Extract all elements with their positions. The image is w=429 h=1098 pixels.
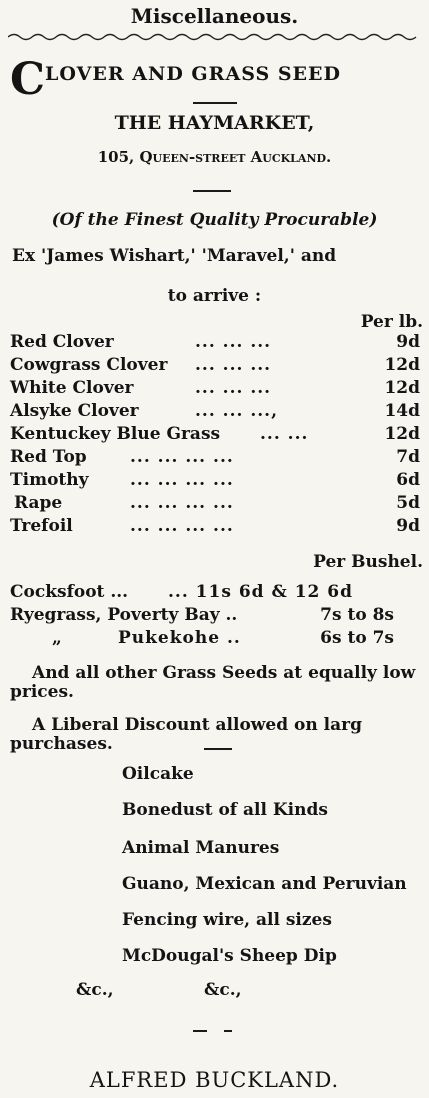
goods-item: Bonedust of all Kinds — [122, 800, 328, 820]
signature: ALFRED BUCKLAND. — [89, 1068, 340, 1092]
short-rule — [224, 1030, 232, 1032]
price-row: Red Top ... ... ... ... 7d — [10, 447, 420, 467]
price-row: Timothy ... ... ... ... 6d — [10, 470, 420, 490]
price-row: Alsyke Clover ... ... ..., 14d — [10, 401, 420, 421]
etc-left: &c., — [76, 980, 114, 1000]
store-address: 105, Queen-street Auckland. — [97, 148, 332, 166]
price-row: White Clover ... ... ... 12d — [10, 378, 420, 398]
goods-item: McDougal's Sheep Dip — [122, 946, 337, 966]
price-row: Red Clover ... ... ... 9d — [10, 332, 420, 352]
ships-line: Ex 'James Wishart,' 'Maravel,' and — [12, 246, 337, 266]
price-row: Cocksfoot ... ... 11s 6d & 12 6d — [10, 582, 354, 602]
paragraph-grass-seeds: And all other Grass Seeds at equally low prices. — [10, 663, 416, 702]
quality-note: (Of the Finest Quality Procurable) — [51, 210, 378, 230]
short-rule — [193, 102, 237, 104]
section-title: Miscellaneous. — [130, 4, 299, 28]
per-lb-header: Per lb. — [360, 312, 423, 332]
to-arrive: to arrive : — [167, 286, 262, 306]
goods-item: Fencing wire, all sizes — [122, 910, 332, 930]
price-row: Kentuckey Blue Grass ... ... 12d — [10, 424, 420, 444]
heading-initial: C — [10, 54, 46, 105]
per-bushel-header: Per Bushel. — [313, 552, 423, 572]
short-rule — [193, 190, 231, 192]
price-row: „ Pukekohe .. 6s to 7s — [52, 628, 394, 648]
store-name: THE HAYMARKET, — [114, 112, 315, 134]
goods-item: Guano, Mexican and Peruvian — [122, 874, 407, 894]
paragraph-discount: A Liberal Discount allowed on larg purchases. — [10, 715, 362, 754]
heading-text: LOVER AND GRASS SEED — [45, 63, 341, 85]
wavy-divider — [8, 32, 422, 42]
price-row: Trefoil ... ... ... ... 9d — [10, 516, 420, 536]
etc-right: &c., — [204, 980, 242, 1000]
goods-item: Animal Manures — [122, 838, 280, 858]
goods-item: Oilcake — [122, 764, 194, 784]
price-row: Rape ... ... ... ... 5d — [14, 493, 420, 513]
price-row: Ryegrass, Poverty Bay .. 7s to 8s — [10, 605, 394, 625]
ad-heading — [10, 54, 341, 105]
short-rule — [193, 1030, 207, 1032]
short-rule — [204, 748, 232, 750]
price-row: Cowgrass Clover ... ... ... 12d — [10, 355, 420, 375]
